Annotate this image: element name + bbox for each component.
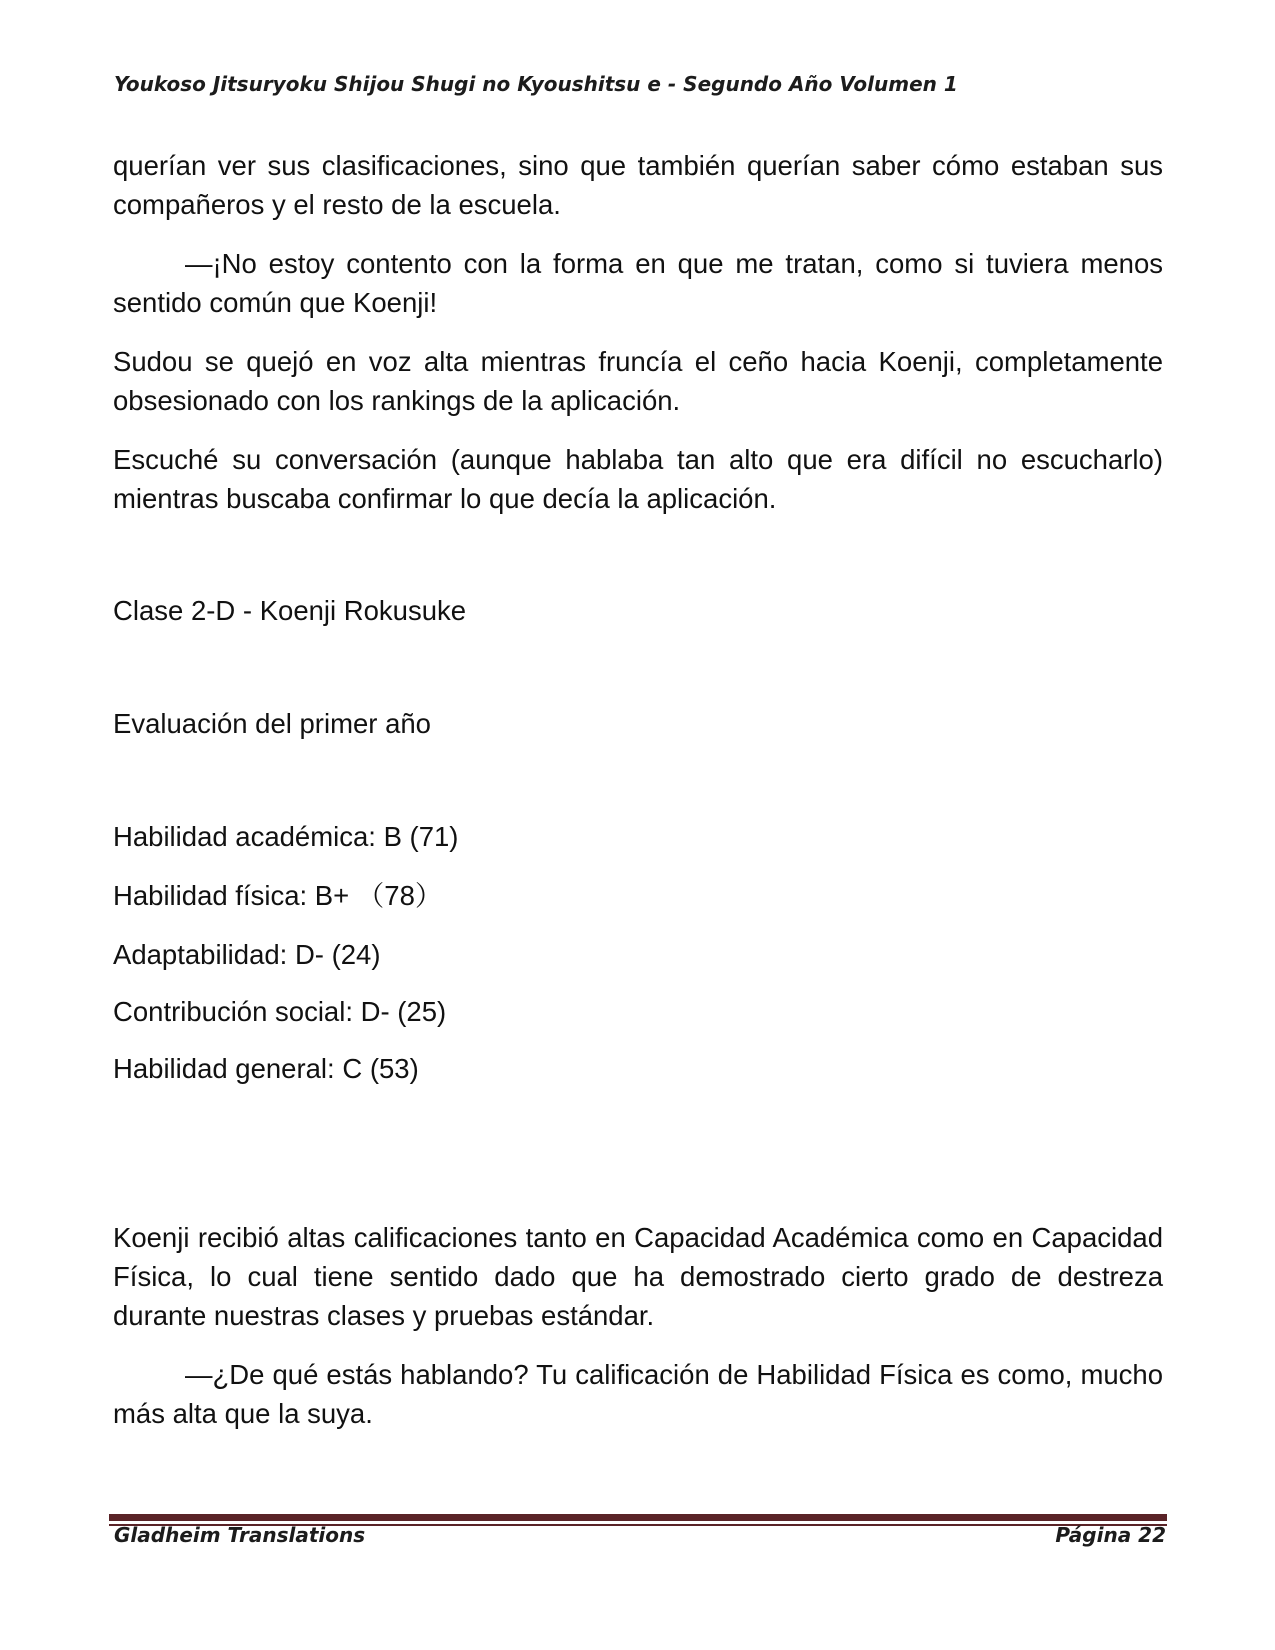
stat-physical: Habilidad física: B+ （78） bbox=[113, 880, 443, 911]
paragraph: Sudou se quejó en voz alta mientras fruncía el ceño hacia Koenji, completamente obsesionado con los rankings de la aplicación. bbox=[113, 346, 1163, 416]
page-body bbox=[113, 146, 1163, 1453]
running-header: Youkoso Jitsuryoku Shijou Shugi no Kyoushitsu e - Segundo Año Volumen 1 bbox=[114, 72, 958, 96]
evaluation-title: Evaluación del primer año bbox=[113, 708, 431, 739]
stat-academic: Habilidad académica: B (71) bbox=[113, 821, 459, 852]
stat-general: Habilidad general: C (53) bbox=[113, 1053, 419, 1084]
footer-rule bbox=[109, 1514, 1167, 1521]
dialogue-paragraph: —¿De qué estás hablando? Tu calificación de Habilidad Física es como, mucho más alta que la suya. bbox=[113, 1359, 1163, 1429]
dialogue-paragraph: —¡No estoy contento con la forma en que me tratan, como si tuviera menos sentido común que Koenji! bbox=[113, 248, 1163, 318]
footer-credit: Gladheim Translations bbox=[114, 1523, 366, 1547]
paragraph: Koenji recibió altas calificaciones tanto en Capacidad Académica como en Capacidad Física, lo cual tiene sentido dado que ha demostrado cierto grado de destreza durante nuestras clases y pruebas estándar. bbox=[113, 1222, 1163, 1331]
page-number: Página 22 bbox=[1055, 1523, 1166, 1547]
stat-adaptability: Adaptabilidad: D- (24) bbox=[113, 939, 381, 970]
paragraph: querían ver sus clasificaciones, sino que también querían saber cómo estaban sus compañeros y el resto de la escuela. bbox=[113, 150, 1163, 220]
class-line: Clase 2-D - Koenji Rokusuke bbox=[113, 595, 467, 626]
stat-social-contribution: Contribución social: D- (25) bbox=[113, 996, 447, 1027]
paragraph: Escuché su conversación (aunque hablaba tan alto que era difícil no escucharlo) mientras buscaba confirmar lo que decía la aplicación. bbox=[113, 444, 1163, 514]
